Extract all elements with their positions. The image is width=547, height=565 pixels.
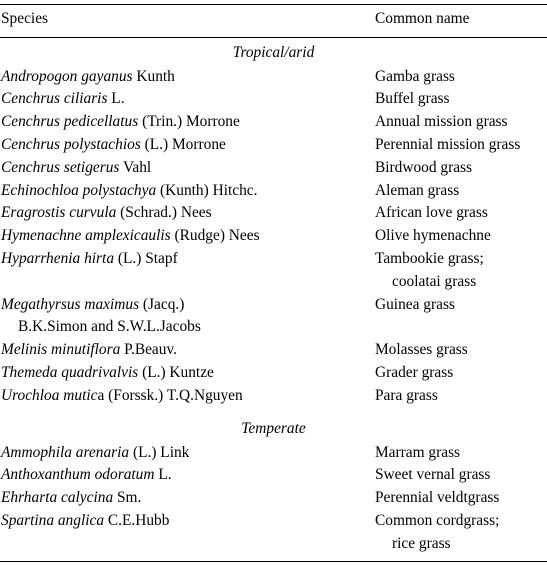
common-name: African love grass [375, 204, 488, 222]
species-cell [1, 294, 201, 340]
authority: L. [154, 466, 172, 484]
scientific-name-tail: a [97, 386, 105, 404]
common-name-cell [375, 180, 459, 203]
common-name-cell [375, 464, 490, 487]
scientific-name: Hyparrhenia hirta [1, 250, 115, 267]
common-name-cell [375, 385, 438, 408]
common-name-cell [375, 66, 455, 89]
common-name: Gamba grass [375, 67, 455, 85]
table-header [0, 10, 547, 30]
header-rule [0, 37, 547, 38]
species-cell [1, 487, 141, 510]
scientific-name: Cenchrus ciliaris [1, 90, 108, 108]
common-name: Tambookie grass; [375, 250, 484, 267]
common-name-cell [375, 111, 508, 134]
common-name: Birdwood grass [375, 158, 473, 176]
scientific-name: Megathyrsus maximus [1, 295, 140, 313]
common-name-cell [375, 248, 484, 294]
common-name-cell [375, 294, 455, 317]
scientific-name: Ehrharta calycina [1, 489, 114, 507]
authority: (L.) Morrone [140, 136, 226, 153]
common-name: Para grass [375, 386, 438, 404]
scientific-name: Cenchrus setigerus [1, 158, 120, 176]
species-cell [1, 134, 226, 157]
bottom-rule [0, 561, 547, 562]
common-name-cell [375, 362, 453, 385]
authority: (L.) Stapf [114, 250, 178, 267]
common-name-cell [375, 225, 491, 248]
species-cell [1, 66, 175, 89]
authority: (L.) Link [129, 443, 190, 461]
scientific-name: Melinis minutiflora [1, 341, 121, 359]
scientific-name: Anthoxanthum odoratum [1, 466, 155, 484]
species-cell [1, 442, 189, 465]
section-label: Tropical/arid [232, 44, 315, 61]
species-cell [1, 248, 178, 271]
species-cell [1, 339, 177, 362]
scientific-name: Themeda quadrivalvis [1, 364, 139, 381]
common-name-cell [375, 157, 472, 180]
species-cell [1, 464, 172, 487]
scientific-name: Ammophila arenaria [1, 443, 130, 461]
species-cell [1, 362, 214, 385]
species-cell [1, 225, 260, 248]
authority: Sm. [113, 489, 142, 507]
common-name: Common cordgrass; [375, 512, 500, 529]
common-name-cell [375, 510, 499, 556]
header-common-name: Common name [375, 10, 470, 27]
scientific-name: Eragrostis curvula [1, 204, 117, 222]
common-name: Perennial mission grass [375, 136, 521, 153]
species-cell [1, 88, 125, 111]
common-name: Grader grass [375, 364, 454, 381]
common-name: Molasses grass [375, 341, 468, 359]
authority: (Trin.) Morrone [138, 113, 240, 131]
common-name: Perennial veldtgrass [375, 489, 500, 507]
authority: (Rudge) Nees [170, 227, 260, 245]
common-name-cell [375, 202, 488, 225]
authority: P.Beauv. [120, 341, 177, 359]
common-name: Buffel grass [375, 90, 450, 108]
scientific-name: Urochloa mutic [1, 386, 98, 404]
common-name: Sweet vernal grass [375, 466, 491, 484]
scientific-name: Hymenachne amplexicaulis [1, 227, 171, 245]
top-rule [0, 4, 547, 5]
species-cell [1, 510, 169, 533]
authority: C.E.Hubb [104, 512, 170, 529]
common-name: Guinea grass [375, 295, 455, 313]
species-cell [1, 180, 257, 203]
scientific-name: Andropogon gayanus [1, 67, 133, 85]
species-cell [1, 111, 240, 134]
scientific-name: Spartina anglica [1, 512, 105, 529]
common-name: coolatai grass [392, 272, 477, 290]
scientific-name: Cenchrus polystachios [1, 136, 141, 153]
authority: (Jacq.) [139, 295, 185, 313]
common-name: rice grass [392, 534, 451, 552]
species-cell [1, 202, 212, 225]
authority: Vahl [119, 158, 152, 176]
scientific-name: Cenchrus pedicellatus [1, 113, 139, 131]
common-name: Olive hymenachne [375, 227, 491, 245]
species-cell [1, 157, 151, 180]
common-name-cell [375, 442, 460, 465]
common-name: Aleman grass [375, 181, 460, 199]
common-name-cell [375, 339, 468, 362]
scientific-name: Echinochloa polystachya [1, 181, 157, 199]
header-species: Species [1, 10, 49, 27]
authority: L. [107, 90, 125, 108]
section-label: Temperate [241, 420, 306, 437]
common-name: Annual mission grass [375, 113, 508, 131]
authority: Kunth [132, 67, 175, 85]
common-name-cell [375, 88, 450, 111]
common-name-cell [375, 134, 520, 157]
common-name: Marram grass [375, 443, 461, 461]
authority: (L.) Kuntze [138, 364, 214, 381]
species-cell [1, 385, 243, 408]
authority: (Schrad.) Nees [116, 204, 212, 222]
authority: (Kunth) Hitchc. [156, 181, 258, 199]
authority-continued: B.K.Simon and S.W.L.Jacobs [18, 318, 201, 336]
common-name-cell [375, 487, 499, 510]
authority: (Forssk.) T.Q.Nguyen [104, 386, 243, 404]
